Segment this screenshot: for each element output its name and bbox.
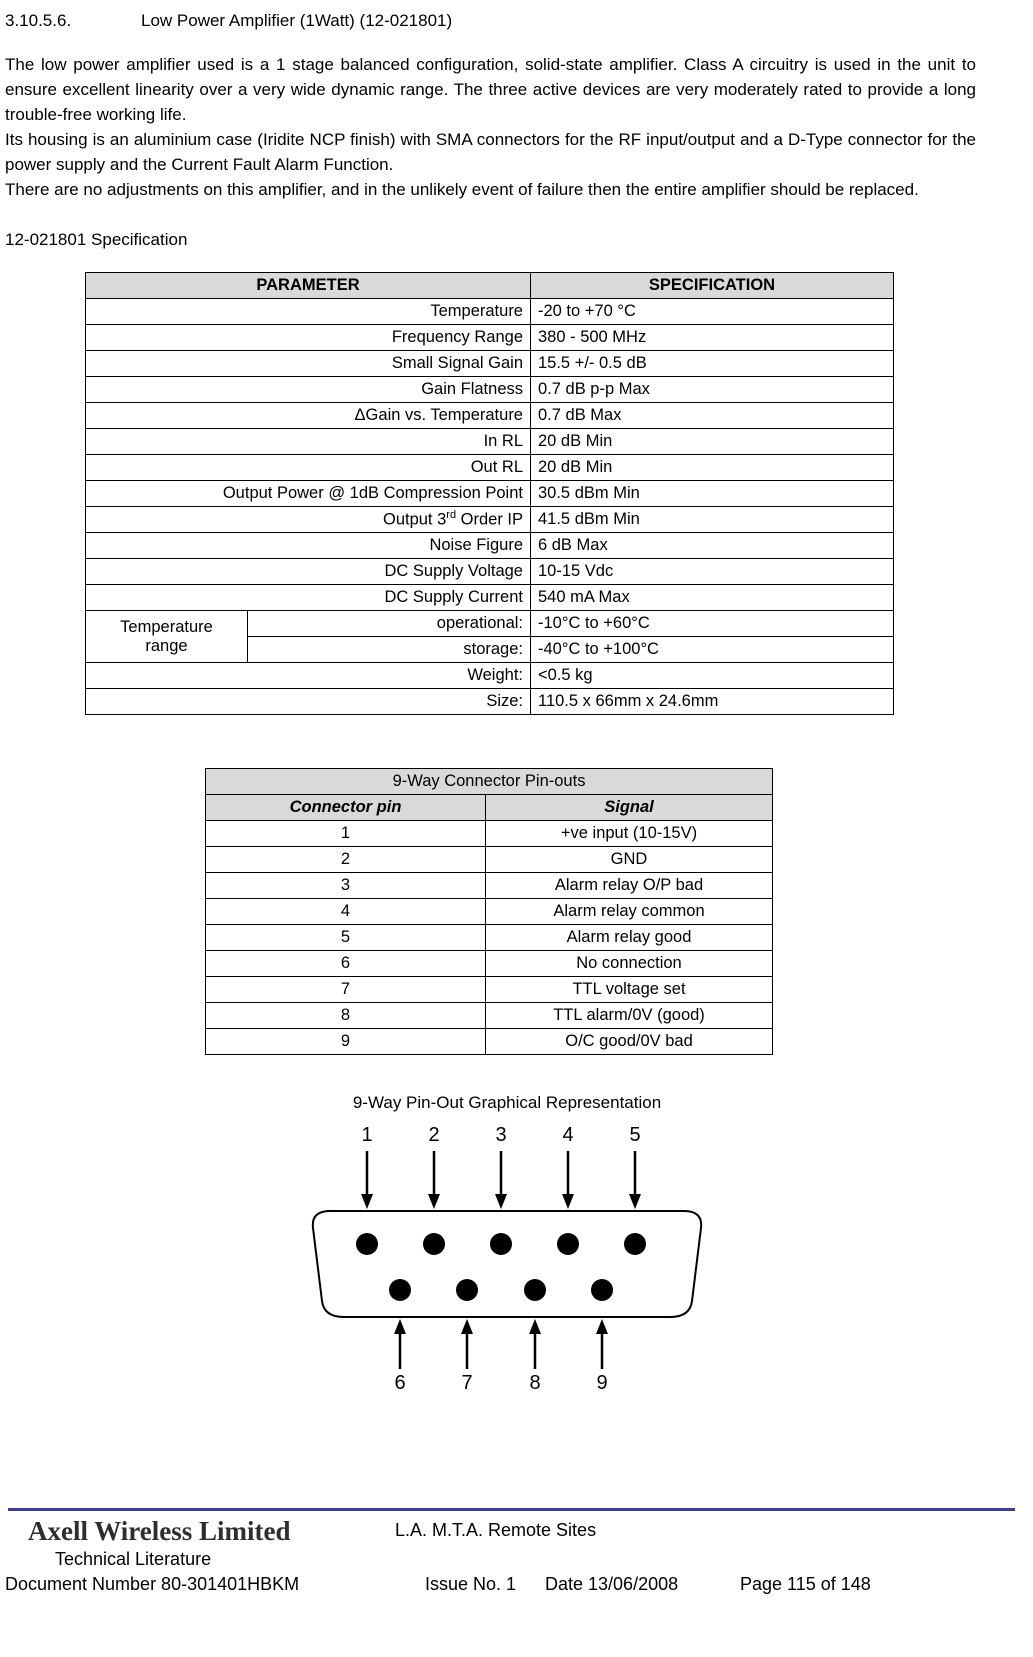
top-arrow-lines [367, 1151, 635, 1196]
signal-cell: TTL voltage set [486, 977, 773, 1003]
section-title: Low Power Amplifier (1Watt) (12-021801) [141, 11, 453, 30]
pin-label: 2 [428, 1124, 440, 1146]
signal-cell: GND [486, 847, 773, 873]
page-number: Page 115 of 148 [740, 1574, 871, 1594]
table-header-row [206, 795, 773, 821]
spec-param-cell: Noise Figure [86, 533, 531, 559]
spec-param-cell: ΔGain vs. Temperature [86, 403, 531, 429]
spec-param-cell: storage: [248, 637, 531, 663]
spec-value-cell: 15.5 +/- 0.5 dB [531, 351, 894, 377]
spec-value-cell: 0.7 dB Max [531, 403, 894, 429]
top-arrow-heads [361, 1194, 641, 1209]
paragraph: Its housing is an aluminium case (Iridite NCP finish) with SMA connectors for the RF input/output and a D-Type connector for the power supply and the Current Fault Alarm Function. [5, 130, 976, 174]
pin-label: 3 [495, 1124, 507, 1146]
paragraph: There are no adjustments on this amplifier, and in the unlikely event of failure then the entire amplifier should be replaced. [5, 180, 919, 199]
pin-label: 1 [361, 1124, 373, 1146]
signal-header: Signal [486, 795, 773, 821]
table-row [206, 1003, 773, 1029]
spec-value-cell: 41.5 dBm Min [531, 507, 894, 533]
spec-value-cell: 30.5 dBm Min [531, 481, 894, 507]
temperature-range-label-line: range [145, 636, 188, 655]
department-label: Technical Literature [55, 1549, 212, 1569]
specification-table [85, 272, 894, 715]
bottom-arrow-lines [400, 1332, 602, 1369]
spec-heading: 12-021801 Specification [5, 230, 188, 249]
table-row [86, 325, 894, 351]
spec-param-cell: Gain Flatness [86, 377, 531, 403]
signal-cell: Alarm relay common [486, 899, 773, 925]
signal-cell: Alarm relay good [486, 925, 773, 951]
pin-label: 9 [596, 1372, 608, 1393]
spec-value-cell: 110.5 x 66mm x 24.6mm [531, 689, 894, 715]
table-row [206, 925, 773, 951]
page-footer [0, 1508, 1033, 1608]
spec-param-cell: DC Supply Voltage [86, 559, 531, 585]
spec-value-cell: 380 - 500 MHz [531, 325, 894, 351]
spec-param-cell: In RL [86, 429, 531, 455]
table-row [206, 977, 773, 1003]
signal-cell: O/C good/0V bad [486, 1029, 773, 1055]
table-row [86, 455, 894, 481]
pin-number-cell: 1 [206, 821, 486, 847]
spec-param-cell: Temperature [86, 299, 531, 325]
spec-value-cell: 20 dB Min [531, 429, 894, 455]
pin-label: 8 [529, 1372, 541, 1393]
spec-param-cell: operational: [248, 611, 531, 637]
pinout-diagram [277, 1093, 737, 1393]
connector-body [313, 1211, 701, 1317]
section-number: 3.10.5.6. [5, 11, 72, 30]
pinout-table-title: 9-Way Connector Pin-outs [206, 769, 773, 795]
spec-param-cell: Size: [86, 689, 531, 715]
table-row [86, 481, 894, 507]
section-heading [5, 8, 976, 33]
signal-cell: TTL alarm/0V (good) [486, 1003, 773, 1029]
spec-value-cell: -10°C to +60°C [531, 611, 894, 637]
spec-param-cell: DC Supply Current [86, 585, 531, 611]
table-row [86, 351, 894, 377]
pin-number-cell: 8 [206, 1003, 486, 1029]
spec-param-cell: Small Signal Gain [86, 351, 531, 377]
pin-label: 4 [562, 1124, 574, 1146]
table-row [86, 585, 894, 611]
parameter-header: PARAMETER [86, 273, 531, 299]
company-logo: Axell Wireless Limited [28, 1516, 291, 1546]
pin-label: 5 [629, 1124, 641, 1146]
spec-param-cell: Out RL [86, 455, 531, 481]
param-text: Order IP [456, 510, 523, 529]
spec-param-cell: Frequency Range [86, 325, 531, 351]
table-row [206, 873, 773, 899]
table-row [86, 533, 894, 559]
diagram-title: 9-Way Pin-Out Graphical Representation [352, 1093, 662, 1112]
pinout-table [205, 768, 773, 1055]
spec-value-cell: 10-15 Vdc [531, 559, 894, 585]
spec-value-cell: 6 dB Max [531, 533, 894, 559]
pin-number-cell: 7 [206, 977, 486, 1003]
bottom-arrow-heads [394, 1319, 608, 1334]
project-title: L.A. M.T.A. Remote Sites [395, 1520, 597, 1540]
pin-number-cell: 3 [206, 873, 486, 899]
d-connector-diagram [277, 1121, 737, 1393]
table-row [86, 429, 894, 455]
spec-value-cell: -20 to +70 °C [531, 299, 894, 325]
spec-value-cell: 20 dB Min [531, 455, 894, 481]
pin-number-cell: 6 [206, 951, 486, 977]
paragraph: The low power amplifier used is a 1 stage balanced configuration, solid-state amplifier. Class A circuitry is used in the unit to ensure excellent linearity over a very wide dynamic range. The three active devices are very moderately rated to provide a long trouble-free working life. [5, 55, 976, 124]
document-date: Date 13/06/2008 [545, 1574, 679, 1594]
table-row [86, 507, 894, 533]
table-row [86, 663, 894, 689]
ordinal-superscript: rd [446, 509, 457, 522]
spec-value-cell: -40°C to +100°C [531, 637, 894, 663]
signal-cell: Alarm relay O/P bad [486, 873, 773, 899]
pin-number-cell: 2 [206, 847, 486, 873]
table-row [206, 847, 773, 873]
spec-value-cell: 0.7 dB p-p Max [531, 377, 894, 403]
table-row [206, 1029, 773, 1055]
pinout-title-row [206, 769, 773, 795]
signal-cell: +ve input (10-15V) [486, 821, 773, 847]
table-row [206, 899, 773, 925]
pin-label: 7 [461, 1372, 473, 1393]
specification-header: SPECIFICATION [531, 273, 894, 299]
table-row [86, 611, 894, 637]
spec-param-cell [86, 507, 531, 533]
table-row [86, 403, 894, 429]
spec-param-cell: Output Power @ 1dB Compression Point [86, 481, 531, 507]
table-row [206, 821, 773, 847]
spec-param-cell: Weight: [86, 663, 531, 689]
param-text: Output 3 [382, 510, 447, 529]
connector-pin-header: Connector pin [206, 795, 486, 821]
table-row [86, 559, 894, 585]
temperature-range-label-line: Temperature [120, 617, 213, 636]
pin-number-cell: 5 [206, 925, 486, 951]
table-row [86, 299, 894, 325]
footer-divider [8, 1508, 1015, 1511]
temperature-range-label [86, 611, 248, 663]
pin-number-cell: 4 [206, 899, 486, 925]
issue-number: Issue No. 1 [425, 1574, 517, 1594]
pin-number-cell: 9 [206, 1029, 486, 1055]
signal-cell: No connection [486, 951, 773, 977]
spec-value-cell: <0.5 kg [531, 663, 894, 689]
table-row [206, 951, 773, 977]
document-number: Document Number 80-301401HBKM [5, 1574, 300, 1594]
table-header-row [86, 273, 894, 299]
pin-label: 6 [394, 1372, 406, 1393]
table-row [86, 689, 894, 715]
body-paragraphs [5, 52, 976, 202]
spec-value-cell: 540 mA Max [531, 585, 894, 611]
table-row [86, 377, 894, 403]
